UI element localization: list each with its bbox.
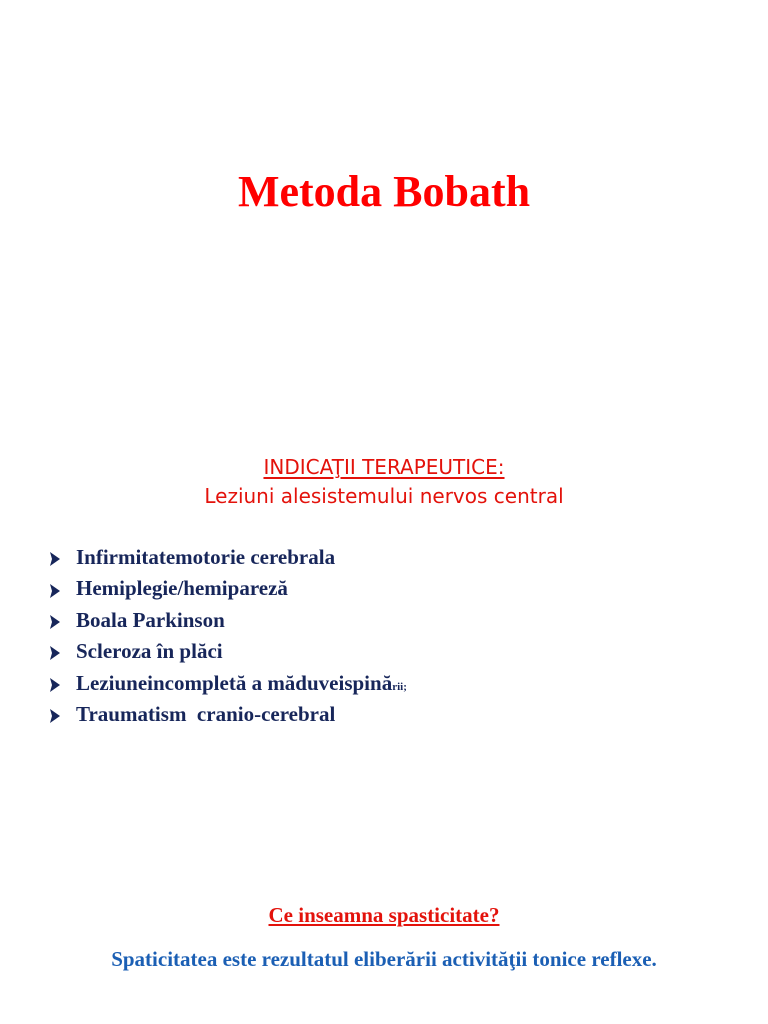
list-item-text: Leziuneincompletă a măduveispină <box>76 670 393 695</box>
list-item <box>50 573 407 604</box>
list-item-text: Boala Parkinson <box>76 607 225 632</box>
arrow-right-icon <box>50 584 60 598</box>
arrow-right-icon <box>50 552 60 566</box>
question-heading: Ce inseamna spasticitate? <box>268 903 500 927</box>
indications-heading: INDICAŢII TERAPEUTICE: <box>263 455 505 479</box>
indications-list <box>50 542 407 730</box>
arrow-right-icon <box>50 646 60 660</box>
list-item-text: Scleroza în plăci <box>76 639 223 664</box>
list-item-text: Hemiplegie/hemipareză <box>76 576 288 601</box>
indications-subheading: Leziuni alesistemului nervos central <box>204 484 564 508</box>
page-title: Metoda Bobath <box>237 167 531 216</box>
arrow-right-icon <box>50 615 60 629</box>
list-item <box>50 605 407 636</box>
answer-text: Spaticitatea este rezultatul eliberării activităţii tonice reflexe. <box>111 947 657 971</box>
list-item <box>50 636 407 667</box>
list-item-text: Infirmitatemotorie cerebrala <box>76 545 336 569</box>
list-item-suffix: rii; <box>392 680 407 693</box>
list-item-text: Traumatism cranio-cerebral <box>76 701 336 726</box>
list-item <box>50 699 407 730</box>
arrow-right-icon <box>50 709 60 723</box>
list-item <box>50 668 407 699</box>
list-item <box>50 542 407 573</box>
arrow-right-icon <box>50 678 60 692</box>
